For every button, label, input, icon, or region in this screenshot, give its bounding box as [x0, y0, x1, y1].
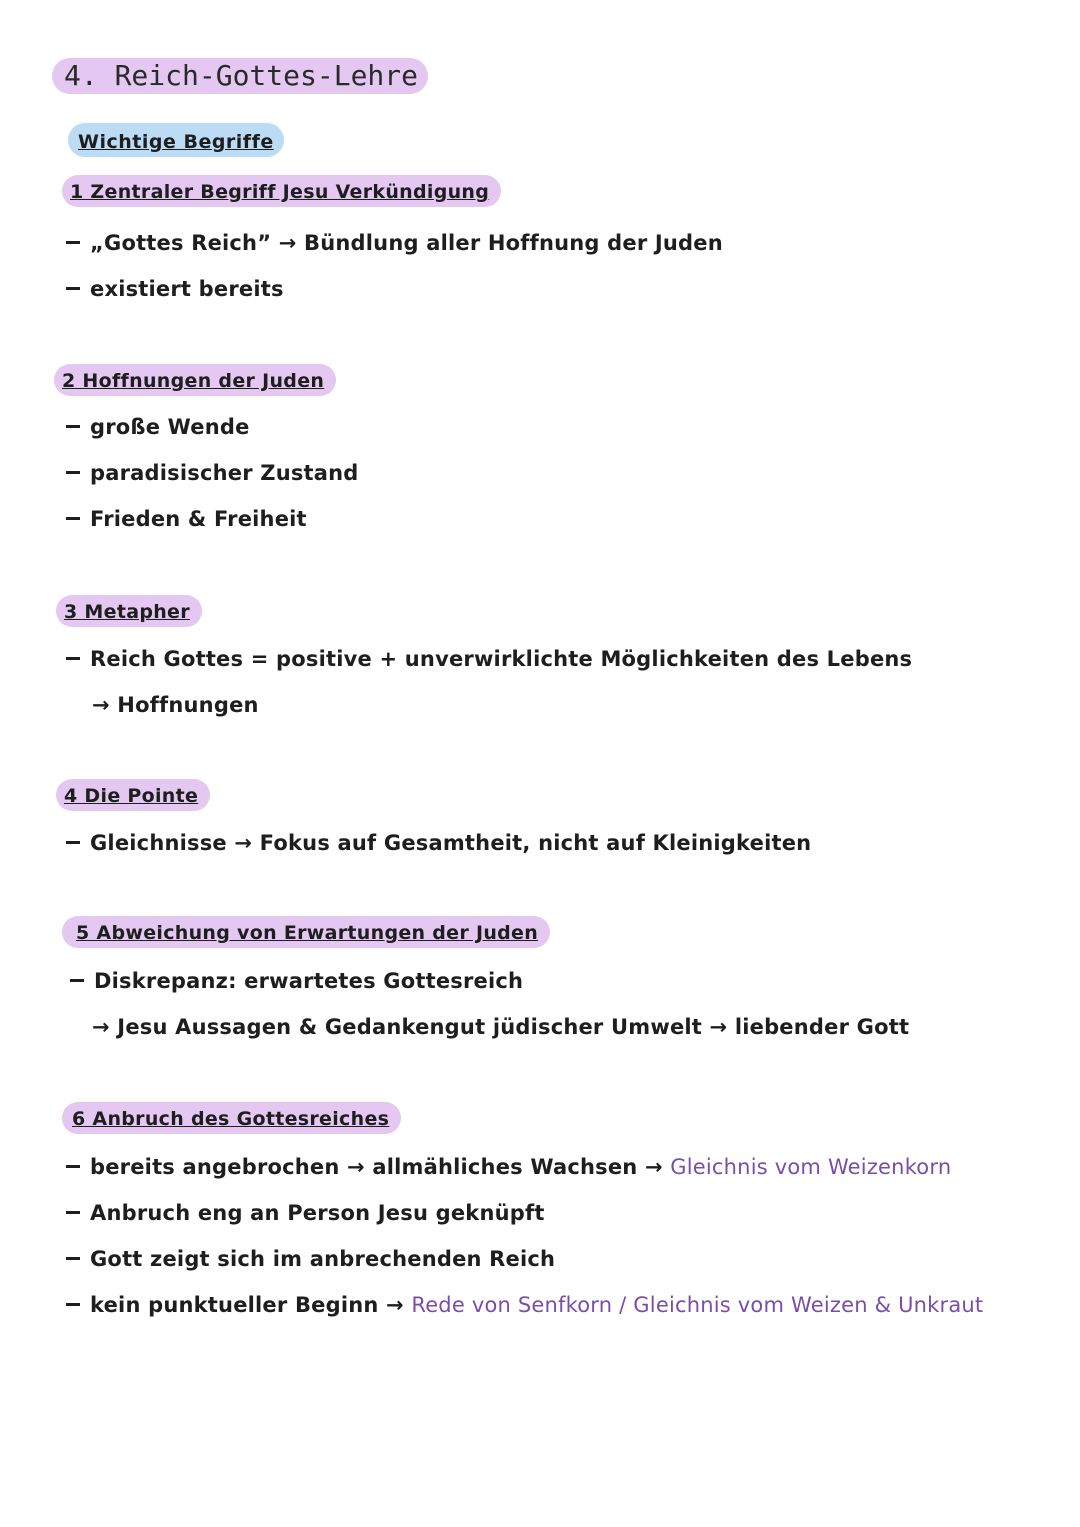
- section-heading-6: 6 Anbruch des Gottesreiches: [62, 1102, 401, 1134]
- dash-marker: [66, 841, 80, 844]
- section-heading-2: 2 Hoffnungen der Juden: [54, 364, 336, 396]
- section-heading-3: 3 Metapher: [56, 595, 202, 627]
- section-2-line-3: Frieden & Freiheit: [66, 504, 307, 534]
- section-heading-5: 5 Abweichung von Erwartungen der Juden: [62, 916, 550, 948]
- section-2-line-1: große Wende: [66, 412, 250, 442]
- dash-marker: [66, 1257, 80, 1260]
- section-1-line-2: existiert bereits: [66, 274, 284, 304]
- section-6-line-2: Anbruch eng an Person Jesu geknüpft: [66, 1198, 545, 1228]
- section-3-line-1: Reich Gottes = positive + unverwirklichte Möglichkeiten des Lebens: [66, 644, 912, 674]
- section-6-line-4: kein punktueller Beginn → Rede von Senfkorn / Gleichnis vom Weizen & Unkraut: [66, 1290, 983, 1320]
- section-heading-1: 1 Zentraler Begriff Jesu Verkündigung: [62, 175, 501, 207]
- section-5-line-2: → Jesu Aussagen & Gedankengut jüdischer Umwelt → liebender Gott: [92, 1015, 910, 1039]
- parable-note: Rede von Senfkorn / Gleichnis vom Weizen & Unkraut: [411, 1293, 984, 1317]
- dash-marker: [66, 517, 80, 520]
- dash-marker: [66, 471, 80, 474]
- parable-note: Gleichnis vom Weizenkorn: [670, 1155, 952, 1179]
- section-heading-4: 4 Die Pointe: [56, 779, 210, 811]
- dash-marker: [66, 287, 80, 290]
- section-5-line-1: Diskrepanz: erwartetes Gottesreich: [70, 966, 523, 996]
- section-2-line-2: paradisischer Zustand: [66, 458, 359, 488]
- dash-marker: [66, 657, 80, 660]
- dash-marker: [70, 979, 84, 982]
- section-3-line-2: → Hoffnungen: [92, 693, 259, 717]
- section-6-line-1: bereits angebrochen → allmähliches Wachsen → Gleichnis vom Weizenkorn: [66, 1152, 951, 1182]
- dash-marker: [66, 425, 80, 428]
- subtitle-important-terms: Wichtige Begriffe: [68, 123, 284, 157]
- section-6-line-3: Gott zeigt sich im anbrechenden Reich: [66, 1244, 555, 1274]
- dash-marker: [66, 1211, 80, 1214]
- dash-marker: [66, 1165, 80, 1168]
- dash-marker: [66, 241, 80, 244]
- dash-marker: [66, 1303, 80, 1306]
- section-4-line-1: Gleichnisse → Fokus auf Gesamtheit, nicht auf Kleinigkeiten: [66, 828, 811, 858]
- page-title: 4. Reich-Gottes-Lehre: [52, 58, 428, 94]
- section-1-line-1: „Gottes Reich” → Bündlung aller Hoffnung der Juden: [66, 228, 723, 258]
